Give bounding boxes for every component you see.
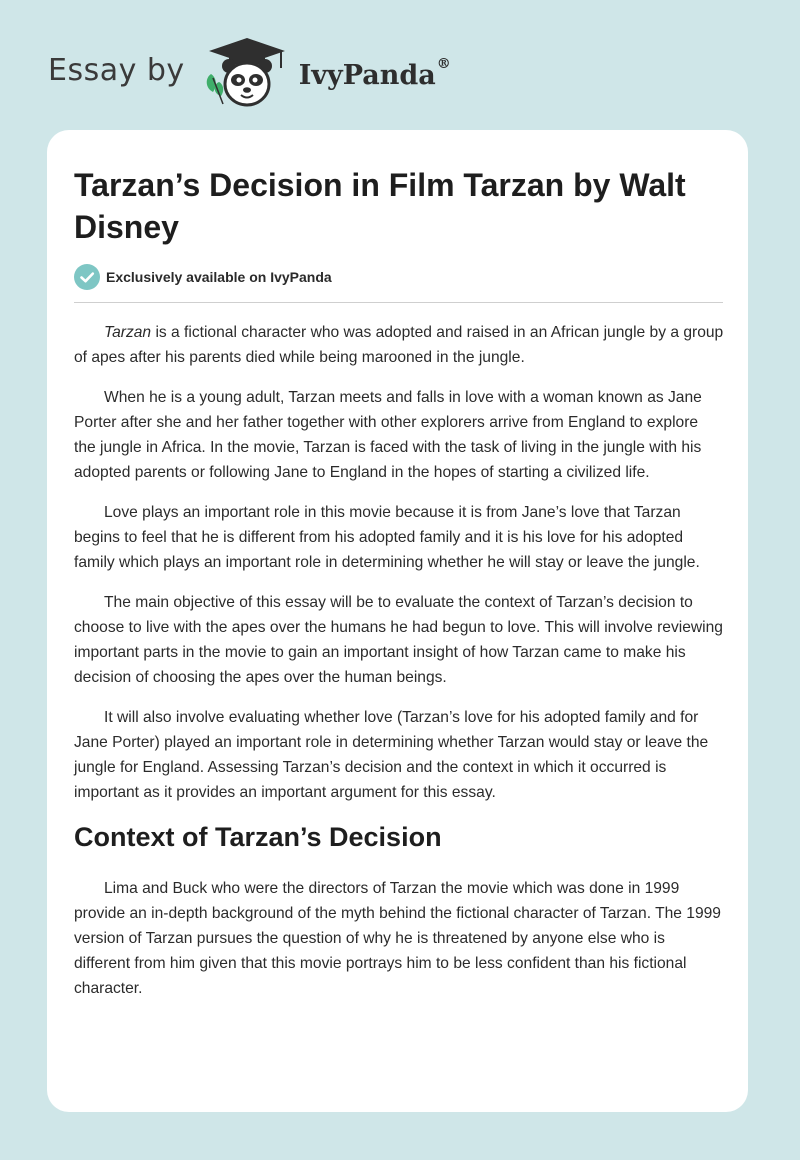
essay-by-label: Essay by (48, 52, 185, 88)
essay-card (47, 130, 748, 1112)
brand-name[interactable] (298, 55, 451, 91)
essay-body (74, 320, 724, 1016)
paragraph: Love plays an important role in this movie because it is from Jane’s love that Tarzan begins to feel that he is different from his adopted family and it is his love for his adopted family which plays an important role in determining whether he will stay or leave the jungle. (74, 504, 700, 571)
check-circle-icon (74, 264, 100, 290)
registered-mark: ® (436, 55, 451, 72)
paragraph: When he is a young adult, Tarzan meets and falls in love with a woman known as Jane Porter after she and her father together with other explorers arrive from England to explore the jungle in Africa. In the movie, Tarzan is faced with the task of living in the jungle with his adopted parents or following Jane to England in the hopes of starting a civilized life. (74, 389, 702, 481)
paragraph: It will also involve evaluating whether love (Tarzan’s love for his adopted family and for Jane Porter) played an important role in determining whether Tarzan would stay or leave the jungle for England. Assessing Tarzan’s decision and the context in which it occurred is important as it provides an important argument for this essay. (74, 709, 709, 801)
paragraph (74, 320, 724, 370)
paragraph-emphasis: Tarzan (104, 324, 152, 341)
section-heading: Context of Tarzan’s Decision (74, 822, 442, 852)
exclusive-badge-label: Exclusively available on IvyPanda (106, 269, 332, 285)
paragraph: The main objective of this essay will be to evaluate the context of Tarzan’s decision to choose to live with the apes over the humans he had begun to love. This will involve reviewing important parts in the movie to gain an important insight of how Tarzan came to make his decision of choosing the apes over the human beings. (74, 594, 723, 686)
brand-text: IvyPanda (298, 59, 436, 91)
panda-graduate-logo-icon[interactable] (201, 34, 293, 110)
exclusive-badge (74, 264, 332, 290)
paragraph-text: is a fictional character who was adopted and raised in an African jungle by a group of apes after his parents died while being marooned in the jungle. (74, 324, 724, 366)
paragraph: Lima and Buck who were the directors of Tarzan the movie which was done in 1999 provide an in-depth background of the myth behind the fictional character of Tarzan. The 1999 version of Tarzan pursues the question of why he is threatened by anyone else who is different from him given that this movie portrays him to be less confident than his fictional character. (74, 880, 721, 997)
site-header (48, 34, 451, 110)
essay-title: Tarzan’s Decision in Film Tarzan by Walt Disney (74, 167, 686, 245)
title-divider (74, 302, 723, 303)
